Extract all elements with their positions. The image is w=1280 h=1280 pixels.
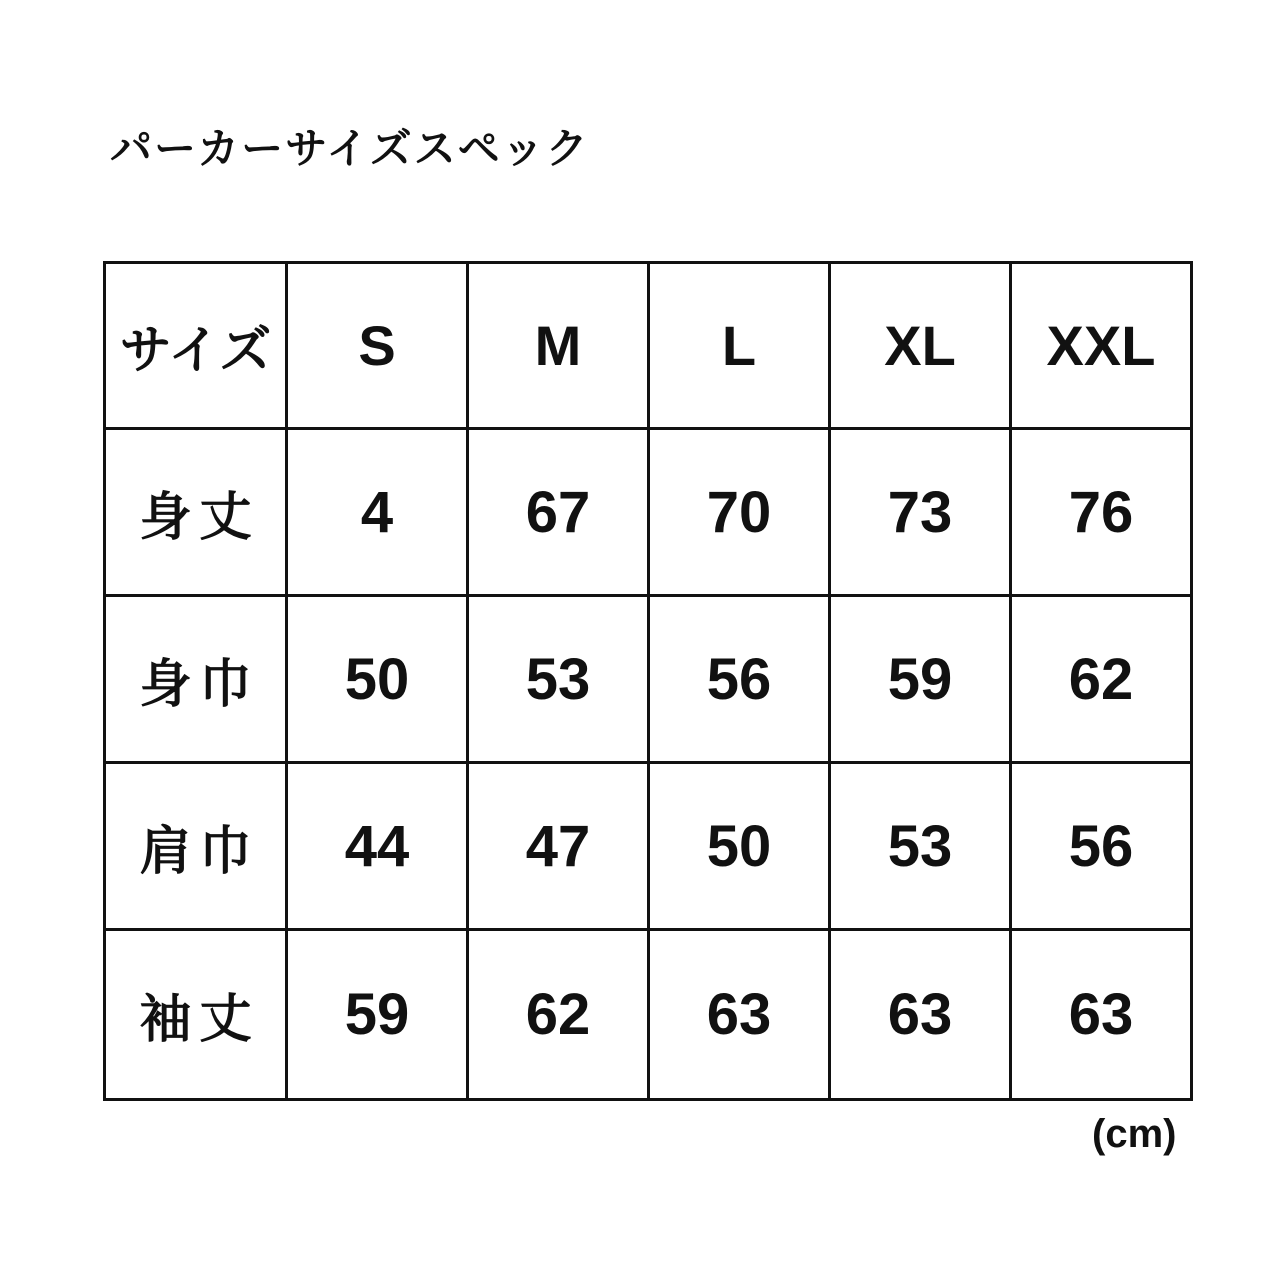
- size-spec-table: [103, 261, 1193, 1101]
- header-cell-xxl: XXL: [1011, 263, 1192, 429]
- table-row-body-length: [105, 429, 1192, 596]
- value-cell: 47: [468, 763, 649, 930]
- value-cell: 63: [649, 930, 830, 1100]
- value-cell: 76: [1011, 429, 1192, 596]
- table-row-body-width: [105, 596, 1192, 763]
- value-cell: 50: [287, 596, 468, 763]
- row-label-body-width: 身巾: [105, 596, 287, 763]
- value-cell: 62: [468, 930, 649, 1100]
- value-cell: 63: [1011, 930, 1192, 1100]
- header-cell-s: S: [287, 263, 468, 429]
- table-row-shoulder-width: [105, 763, 1192, 930]
- value-cell: 73: [830, 429, 1011, 596]
- value-cell: 56: [1011, 763, 1192, 930]
- header-cell-xl: XL: [830, 263, 1011, 429]
- header-cell-l: L: [649, 263, 830, 429]
- header-cell-m: M: [468, 263, 649, 429]
- value-cell: 63: [830, 930, 1011, 1100]
- header-cell-size: サイズ: [105, 263, 287, 429]
- value-cell: 4: [287, 429, 468, 596]
- value-cell: 53: [468, 596, 649, 763]
- table-row-sleeve-length: [105, 930, 1192, 1100]
- unit-note: (cm): [1092, 1112, 1177, 1156]
- row-label-body-length: 身丈: [105, 429, 287, 596]
- value-cell: 44: [287, 763, 468, 930]
- value-cell: 70: [649, 429, 830, 596]
- value-cell: 59: [287, 930, 468, 1100]
- value-cell: 56: [649, 596, 830, 763]
- value-cell: 53: [830, 763, 1011, 930]
- table-header-row: [105, 263, 1192, 429]
- value-cell: 67: [468, 429, 649, 596]
- row-label-sleeve-length: 袖丈: [105, 930, 287, 1100]
- value-cell: 62: [1011, 596, 1192, 763]
- value-cell: 59: [830, 596, 1011, 763]
- page-title: パーカーサイズスペック: [110, 125, 590, 172]
- value-cell: 50: [649, 763, 830, 930]
- row-label-shoulder-width: 肩巾: [105, 763, 287, 930]
